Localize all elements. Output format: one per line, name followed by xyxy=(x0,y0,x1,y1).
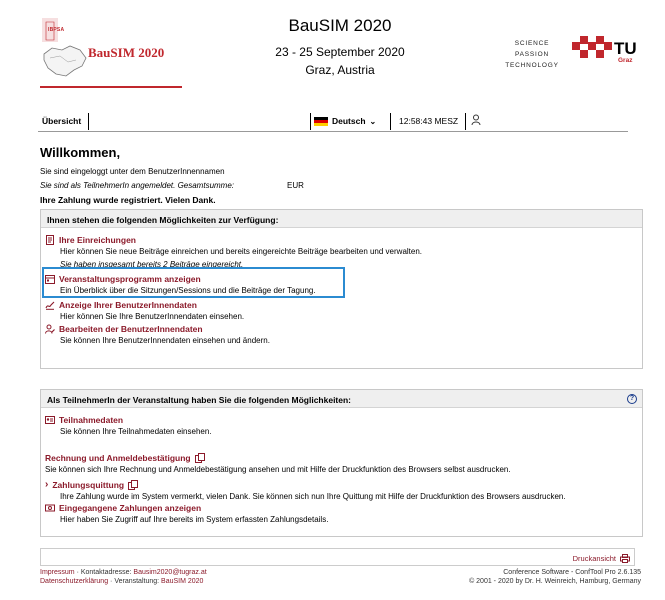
austria-map-logo xyxy=(40,14,92,86)
participant-panel xyxy=(40,389,643,537)
user-icon[interactable] xyxy=(471,114,481,126)
program-desc: Ein Überblick über die Sitzungen/Sessions und die Beiträge der Tagung. xyxy=(60,286,316,295)
conference-header xyxy=(0,0,665,100)
user-edit-icon xyxy=(45,324,55,334)
bausim-logo-text: BauSIM 2020 xyxy=(88,45,165,60)
view-userdata-title: Anzeige Ihrer BenutzerInnendaten xyxy=(59,300,197,310)
edit-userdata-link[interactable] xyxy=(45,324,270,334)
tu-graz-text: Graz xyxy=(618,57,633,64)
money-icon xyxy=(45,503,55,513)
event-label: · Veranstaltung: xyxy=(110,578,160,585)
list-item xyxy=(45,300,244,321)
nav-divider xyxy=(390,113,391,130)
document-icon xyxy=(45,235,55,245)
language-label: Deutsch xyxy=(332,116,366,126)
contact-email-link[interactable]: Bausim2020@tugraz.at xyxy=(133,569,207,576)
conference-place: Graz, Austria xyxy=(305,63,375,77)
registered-text: Sie sind als TeilnehmerIn angemeldet. Gesamtsumme: xyxy=(40,181,235,190)
list-item xyxy=(45,503,328,524)
conference-date: 23 - 25 September 2020 xyxy=(275,45,405,59)
german-flag-icon xyxy=(314,117,328,126)
print-bar xyxy=(40,548,635,566)
tagline-science: SCIENCE xyxy=(514,40,550,47)
chevron-down-icon: ⌄ xyxy=(369,116,377,126)
list-item xyxy=(45,453,511,474)
participation-data-link[interactable] xyxy=(45,415,212,425)
copy-icon xyxy=(128,480,138,490)
invoice-title: Rechnung und Anmeldebestätigung xyxy=(45,453,191,463)
submissions-desc: Hier können Sie neue Beiträge einreichen und bereits eingereichte Beiträge bearbeiten und verwalten. xyxy=(60,247,423,256)
payments-link[interactable] xyxy=(45,503,328,513)
invoice-link[interactable] xyxy=(45,453,511,463)
submissions-link[interactable] xyxy=(45,235,422,245)
privacy-link[interactable]: Datenschutzerklärung xyxy=(40,578,109,585)
list-item xyxy=(45,479,566,501)
copy-icon xyxy=(195,453,205,463)
tu-text: TU xyxy=(614,39,637,58)
event-link[interactable]: BauSIM 2020 xyxy=(161,578,204,585)
view-userdata-desc: Hier können Sie Ihre BenutzerInnendaten einsehen. xyxy=(60,312,245,321)
software-credit: Conference Software - ConfTool Pro 2.6.135 xyxy=(503,569,641,576)
welcome-title: Willkommen, xyxy=(40,145,121,160)
logo-underline xyxy=(40,86,182,88)
nav-divider xyxy=(465,113,466,130)
edit-userdata-desc: Sie können Ihre BenutzerInnendaten einsehen und ändern. xyxy=(60,336,270,345)
edit-userdata-title: Bearbeiten der BenutzerInnendaten xyxy=(59,324,203,334)
participant-panel-heading-text: Als TeilnehmerIn der Veranstaltung haben Sie die folgenden Möglichkeiten: xyxy=(47,395,352,405)
payments-desc: Hier haben Sie Zugriff auf Ihre bereits im System erfassten Zahlungsdetails. xyxy=(60,515,329,524)
id-card-icon xyxy=(45,415,55,425)
signature-icon xyxy=(45,300,55,310)
language-selector[interactable] xyxy=(314,116,376,126)
options-panel-heading: Ihnen stehen die folgenden Möglichkeiten zur Verfügung: xyxy=(41,210,642,228)
help-icon[interactable]: ? xyxy=(627,394,637,404)
list-item xyxy=(45,415,212,436)
payments-title: Eingegangene Zahlungen anzeigen xyxy=(59,503,202,513)
submissions-note: Sie haben insgesamt bereits 2 Beiträge eingereicht. xyxy=(60,260,244,269)
top-nav-bar xyxy=(38,110,628,132)
receipt-link[interactable] xyxy=(45,479,566,490)
tu-tagline xyxy=(498,38,566,71)
logged-in-text: Sie sind eingeloggt unter dem BenutzerInnennamen xyxy=(40,167,225,176)
footer-contact-line xyxy=(40,569,207,576)
highlight-box xyxy=(42,267,345,298)
nav-divider xyxy=(310,113,311,130)
invoice-desc: Sie können sich Ihre Rechnung und Anmeldebestätigung ansehen und mit Hilfe der Druckfunktion des Browsers selbst ausdrucken. xyxy=(45,465,511,474)
nav-overview-link[interactable]: Übersicht xyxy=(42,116,82,126)
impressum-link[interactable]: Impressum xyxy=(40,569,75,576)
program-title: Veranstaltungsprogramm anzeigen xyxy=(59,274,201,284)
chevron-right-icon: › xyxy=(45,479,49,490)
tagline-technology: TECHNOLOGY xyxy=(505,62,559,69)
footer-privacy-line xyxy=(40,578,203,585)
submissions-title: Ihre Einreichungen xyxy=(59,235,136,245)
list-item xyxy=(45,235,422,269)
view-userdata-link[interactable] xyxy=(45,300,244,310)
list-item xyxy=(45,324,270,345)
participant-panel-heading xyxy=(41,390,642,408)
receipt-title: Zahlungsquittung xyxy=(52,479,125,490)
nav-divider xyxy=(88,113,89,130)
conference-title: BauSIM 2020 xyxy=(288,16,392,35)
currency-label: EUR xyxy=(287,181,304,190)
tagline-passion: PASSION xyxy=(514,51,549,58)
contact-label: · Kontaktadresse: xyxy=(76,569,132,576)
printer-icon xyxy=(620,554,630,563)
receipt-desc: Ihre Zahlung wurde im System vermerkt, vielen Dank. Sie können sich nun Ihre Quittung mit Hilfe der Druckfunktion des Browsers ausdrucken. xyxy=(60,492,566,501)
copyright-text: © 2001 - 2020 by Dr. H. Weinreich, Hamburg, Germany xyxy=(469,578,641,585)
ibpsa-label: IBPSA xyxy=(48,27,65,33)
server-time: 12:58:43 MESZ xyxy=(399,116,459,126)
participation-data-title: Teilnahmedaten xyxy=(59,415,124,425)
participation-data-desc: Sie können Ihre Teilnahmedaten einsehen. xyxy=(60,427,212,436)
print-view-label: Druckansicht xyxy=(572,554,616,563)
payment-registered-text: Ihre Zahlung wurde registriert. Vielen Dank. xyxy=(40,195,216,205)
print-view-link[interactable] xyxy=(573,554,630,563)
